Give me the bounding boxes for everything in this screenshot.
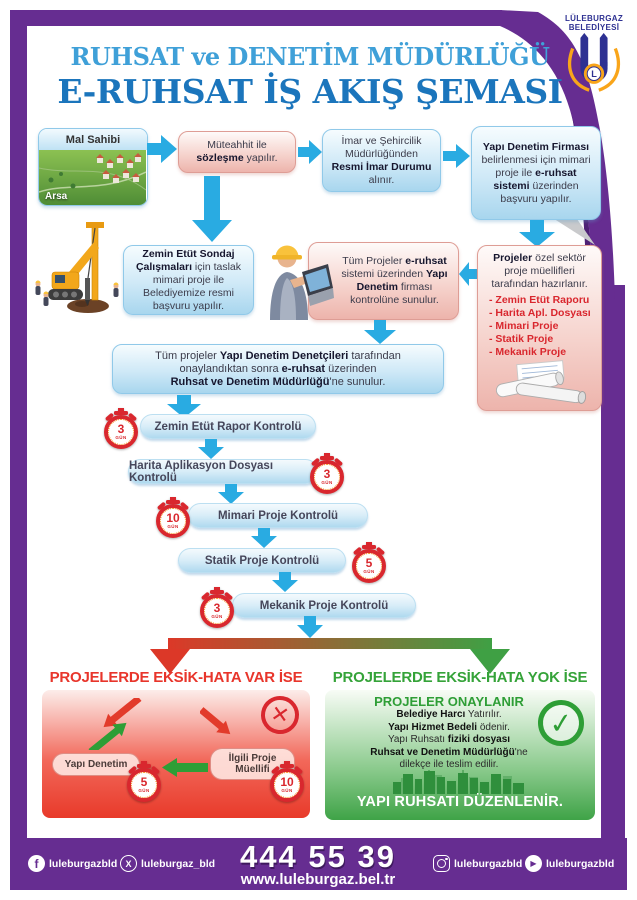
soil-survey-application-box: Zemin Etüt Sondaj Çalışmaları için taslak mimari proje ile Belediyemize resmi başvuru yapılır. (123, 245, 254, 315)
timer-3-days-icon: 3 GÜN (200, 587, 234, 629)
website-url: www.luleburgaz.bel.tr (240, 871, 396, 888)
timer-10-days-icon: 10 GÜN (156, 497, 190, 539)
frame-right-border (601, 285, 625, 890)
frame-top-border (10, 10, 502, 26)
approved-check-icon: ✓ (536, 698, 587, 749)
arrow-down-icon (272, 572, 298, 592)
step-mechanical-control: Mekanik Proje Kontrolü (232, 593, 416, 618)
back-and-forth-arrows-icon (78, 698, 150, 750)
facebook-handle: luleburgazbld (49, 857, 118, 870)
timer-5-days-icon: 5 GÜN (127, 761, 161, 803)
arrow-down-icon (218, 484, 244, 504)
drilling-rig-illustration (30, 222, 132, 316)
error-x-icon: ✕ (258, 693, 302, 737)
youtube-icon: ▶ (525, 855, 542, 872)
project-authors-box: Projeler özel sektör proje müellifleri tarafından hazırlanır. - Zemin Etüt Raporu - Harita Apl. Dosyası - Mimari Proje - Statik Proje - Mekanik Proje (477, 245, 602, 411)
x-icon: X (120, 855, 137, 872)
step-static-control: Statik Proje Kontrolü (178, 548, 346, 573)
timer-10-days-icon: 10 GÜN (270, 761, 304, 803)
owner-card (38, 128, 148, 206)
step-soil-report-control: Zemin Etüt Rapor Kontrolü (140, 414, 316, 439)
building-inspection-return-box: Yapı Denetim (52, 753, 140, 776)
blueprint-rolls-illustration (488, 359, 592, 405)
arrow-down-icon (192, 176, 232, 242)
department-subtitle: RUHSAT ve DENETİM MÜDÜRLÜĞÜ (70, 42, 550, 71)
x-account (120, 855, 215, 872)
page-title: E-RUHSAT İŞ AKIŞ ŞEMASI (57, 72, 563, 111)
instagram-icon (433, 855, 450, 872)
x-handle: luleburgaz_bld (141, 857, 216, 870)
arrow-down-icon (251, 528, 277, 548)
logo-municipality-name: BELEDİYESİ (568, 23, 620, 32)
arrow-right-icon (443, 143, 470, 169)
ok-branch-panel (325, 690, 595, 820)
required-projects-list (484, 294, 595, 359)
instagram-account (433, 855, 522, 872)
zoning-status-box: İmar ve Şehircilik Müdürlüğünden Resmi İmar Durumu alınır. (322, 129, 441, 192)
facebook-account (28, 855, 117, 872)
svg-text:L: L (591, 69, 597, 80)
logo-city-name: LÜLEBURGAZ (564, 14, 624, 23)
permit-issued-text: YAPI RUHSATI DÜZENLENİR. (356, 794, 564, 810)
arrow-down-icon (198, 439, 224, 459)
timer-5-days-icon: 5 GÜN (352, 542, 386, 584)
timer-3-days-icon: 3 GÜN (310, 453, 344, 495)
list-item: - Mimari Proje (489, 320, 559, 332)
building-inspection-firm-box: Yapı Denetim Firması belirlenmesi için mimari proje ile e-ruhsat sistemi üzerinden başvuru yapılır. (471, 126, 601, 220)
error-branch-panel (42, 690, 310, 818)
owner-card-title: Mal Sahibi (39, 129, 147, 150)
arrow-down-icon (364, 320, 396, 344)
error-branch-title: PROJELERDE EKSİK-HATA VAR İSE (49, 669, 303, 686)
step-map-application-control: Harita Aplikasyon Dosyası Kontrolü (128, 459, 318, 484)
reject-arrow-icon (200, 700, 246, 744)
approval-steps-text: Belediye Harcı Yatırılır. Yapı Hizmet Bedeli ödenir. Yapı Ruhsatı fiziki dosyası Ruhsat ve Denetim Müdürlüğü'ne dilekçe ile teslim edilir. (370, 709, 528, 770)
footer-bar (10, 838, 627, 890)
city-skyline-illustration (393, 770, 527, 794)
list-item: - Mekanik Proje (489, 346, 567, 358)
inspectors-approval-box: Tüm projeler Yapı Denetim Denetçileri tarafından onaylandıktan sonra e-ruhsat üzerinden Ruhsat ve Denetim Müdürlüğü'ne sunulur. (112, 344, 444, 394)
youtube-account (525, 855, 614, 872)
contractor-contract-box: Müteahhit ile sözleşme yapılır. (178, 131, 296, 173)
phone-number: 444 55 39 (240, 839, 396, 874)
engineer-with-laptop-illustration (256, 236, 334, 320)
ok-branch-title: PROJELERDE EKSİK-HATA YOK İSE (332, 669, 588, 686)
projects-approved-subtitle: PROJELER ONAYLANIR (374, 694, 524, 709)
arrow-left-green-icon (162, 758, 208, 777)
projects-submission-box: Tüm Projeler e-ruhsat sistemi üzerinden Yapı Denetim firması kontrolüne sunulur. (308, 242, 459, 320)
arrow-left-icon (459, 261, 479, 287)
arrow-right-icon (298, 139, 322, 165)
list-item: - Harita Apl. Dosyası (489, 307, 591, 319)
youtube-handle: luleburgazbld (546, 857, 615, 870)
arrow-right-icon (147, 134, 177, 164)
frame-left-border (10, 10, 27, 890)
land-label: Arsa (45, 191, 68, 202)
timer-3-days-icon: 3 GÜN (104, 408, 138, 450)
list-item: - Zemin Etüt Raporu (489, 294, 590, 306)
facebook-icon: f (28, 855, 45, 872)
list-item: - Statik Proje (489, 333, 554, 345)
instagram-handle: luleburgazbld (454, 857, 523, 870)
project-author-return-box: İlgili Proje Müellifi (210, 748, 295, 780)
arrow-down-icon (519, 220, 555, 247)
step-architectural-control: Mimari Proje Kontrolü (188, 503, 368, 528)
arrow-down-icon (297, 616, 323, 638)
